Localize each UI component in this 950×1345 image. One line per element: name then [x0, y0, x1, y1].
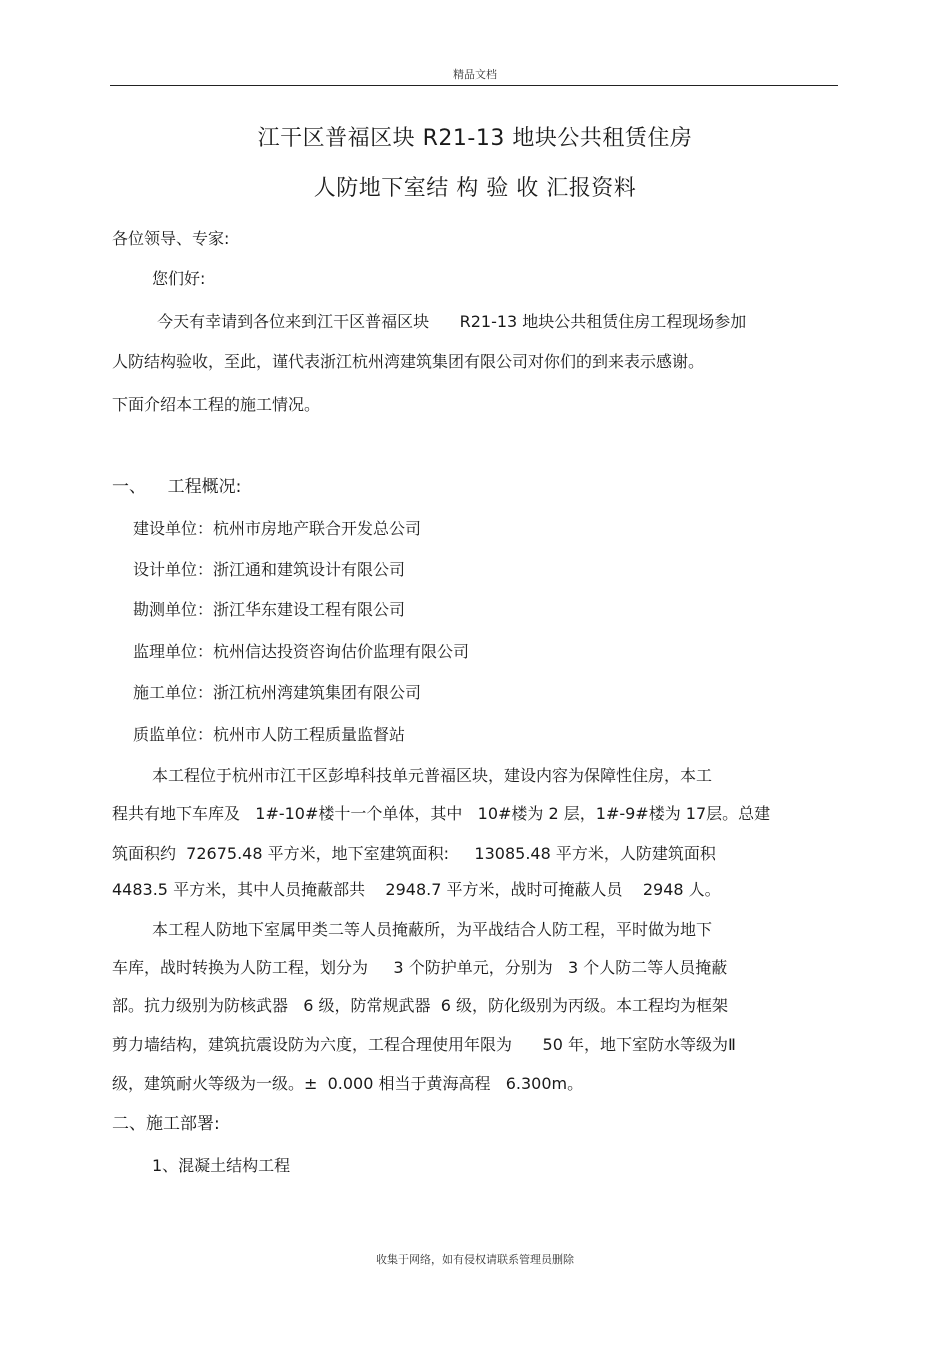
section2-item: 1、混凝土结构工程 [152, 1156, 291, 1175]
page-footer-label: 收集于网络，如有侵权请联系管理员删除 [376, 1253, 574, 1266]
project-paragraph-line: 4483.5 平方米，其中人员掩蔽部共 2948.7 平方米，战时可掩蔽人员 2948 人。 [112, 880, 721, 899]
unit-line: 设计单位：浙江通和建筑设计有限公司 [133, 560, 406, 579]
document-title-line2: 人防地下室结 构 验 收 汇报资料 [313, 176, 637, 201]
intro-line: 今天有幸请到各位来到江干区普福区块 R21-13 地块公共租赁住房工程现场参加 [152, 312, 747, 331]
civil-defense-paragraph-line: 本工程人防地下室属甲类二等人员掩蔽所，为平战结合人防工程，平时做为地下 [152, 920, 713, 939]
intro-line: 下面介绍本工程的施工情况。 [112, 395, 321, 414]
unit-line: 勘测单位：浙江华东建设工程有限公司 [133, 600, 406, 619]
civil-defense-paragraph-line: 部。抗力级别为防核武器 6 级，防常规武器 6 级，防化级别为丙级。本工程均为框架 [112, 996, 728, 1015]
unit-line: 建设单位：杭州市房地产联合开发总公司 [133, 519, 422, 538]
civil-defense-paragraph-line: 剪力墙结构，建筑抗震设防为六度，工程合理使用年限为 50 年，地下室防水等级为Ⅱ [112, 1035, 736, 1054]
document-title-line1: 江干区普福区块 R21-13 地块公共租赁住房 [257, 126, 693, 151]
section1-heading: 一、 工程概况: [112, 477, 242, 497]
salutation: 各位领导、专家: [112, 229, 230, 248]
intro-line: 人防结构验收，至此，谨代表浙江杭州湾建筑集团有限公司对你们的到来表示感谢。 [112, 352, 705, 371]
page-header-label: 精品文档 [453, 68, 497, 81]
project-paragraph-line: 筑面积约 72675.48 平方米，地下室建筑面积: 13085.48 平方米，人防建筑面积 [112, 844, 716, 863]
greeting-hello: 您们好: [152, 269, 206, 288]
civil-defense-paragraph-line: 级，建筑耐火等级为一级。± 0.000 相当于黄海高程 6.300m。 [112, 1074, 584, 1093]
unit-line: 质监单位：杭州市人防工程质量监督站 [133, 725, 406, 744]
unit-line: 监理单位：杭州信达投资咨询估价监理有限公司 [133, 642, 470, 661]
unit-line: 施工单位：浙江杭州湾建筑集团有限公司 [133, 683, 422, 702]
section2-heading: 二、施工部署: [112, 1114, 220, 1134]
project-paragraph-line: 程共有地下车库及 1#-10#楼十一个单体，其中 10#楼为 2 层，1#-9#楼为 17层。总建 [112, 804, 771, 823]
project-paragraph-line: 本工程位于杭州市江干区彭埠科技单元普福区块，建设内容为保障性住房，本工 [152, 766, 713, 785]
civil-defense-paragraph-line: 车库，战时转换为人防工程，划分为 3 个防护单元，分别为 3 个人防二等人员掩蔽 [112, 958, 728, 977]
header-rule [110, 85, 838, 86]
